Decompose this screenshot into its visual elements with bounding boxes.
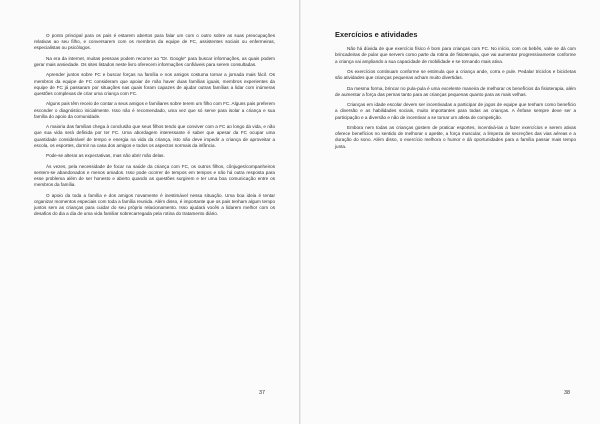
page-number: 37 [259,390,265,396]
paragraph: Da mesma forma, brincar no pula-pula é uma excelente maneira de melhorar os benefícios da fisioterapia, além de aumentar a força das pernas tanto para as crianças pequenas quanto para as mais velhas. [335,85,576,97]
paragraph: Às vezes, pela necessidade de focar na saúde da criança com FC, os outros filhos, cônjuges/companheiros sentem-se abandonados e menos amados. Isso pode ocorrer de tempos em tempos e não há outra resposta para esse problema além de ser honesto e aberto quando as questões surgirem e ter uma boa comunicação entre os membros da família. [34,163,275,188]
paragraph: O apoio da toda a família e dos amigos novamente é inestimável nessa situação. Uma boa ideia é tentar organizar momentos especiais com toda a família reunida. Além disso, é importante que os pais tenham algum tempo juntos sem as crianças para cuidar do seu próprio relacionamento. Isso ajudará vocês a lidarem melhor com os desafios do dia a dia de uma vida familiar sobrecarregada pela rotina do tratamento diário. [34,192,275,217]
paragraph: Não há dúvida de que exercício físico é bom para crianças com FC. No início, com os bebês, vale se dá com brincadeiras de pular que servem como parte da rotina de fisioterapia, que vai aumentar progressivamente conforme a criança vai ampliando a sua capacidade de mobilidade e se tornando mais ativa. [335,46,576,64]
paragraph: Na era da internet, muitas pessoas podem recorrer ao "Dr. Google" para buscar informações, as quais podem gerar mais ansiedade. Os sites listados neste livro oferecem informações confiáveis para serem consultadas. [34,55,275,67]
left-page-text [34,33,275,222]
paragraph: Os exercícios continuam conforme se estimula que a criança ande, corra e pule. Pedalar triciclos e bicicletas são atividades que crianças pequenas acham muito divertidas. [335,69,576,81]
paragraph: Pode-se alterar as expectativas, mas não abrir mão delas. [46,153,165,159]
paragraph: Crianças em idade escolar devem ser incentivadas a participar de jogos de equipe que tenham como benefício a diversão e as habilidades sociais, muito importantes para todas as crianças. A ênfase sempre deve ser a participação e a diversão e não de incentivar a se tornar um atleta de competição. [335,102,576,120]
paragraph: A maioria das famílias chega à conclusão que seus filhos tendo que conviver com a FC ao longo da vida, e não que sua vida será definida por ter FC. Uma abordagem interessante é saber que apesar da FC ocupar uma quantidade considerável de tempo e energia na vida da criança, isto não deve impedir a criança de aproveitar a escola, os esportes, dormir na casa dos amigos e todos os aspectos normais da infância. [34,124,275,148]
paragraph: Embora nem todas as crianças gostem de praticar esportes, incentivá-las a fazer exercícios e serem ativas oferece benefícios no sentido de melhorar o apetite, a força muscular, a limpeza de secreções das vias aéreas e a duração do sono. Além disso, o exercício melhora o humor e dá oportunidades para a família passar mais tempo junta. [335,124,576,149]
right-page [300,0,600,424]
section-heading: Exercícios e atividades [335,30,418,39]
paragraph: O ponto principal para os pais é estarem abertos para falar um com o outro sobre as suas preocupações relativas ao seu filho, e conversarem com os membros da equipe de FC, assistentes sociais ou enfermeiras, especialistas ou psicólogos. [34,33,275,51]
paragraph: Aprender juntos sobre FC e buscar forças na família e nos amigos costuma tornar a jornada mais fácil. Os membros da equipe de FC consideram que apoiar de mão haver duas famílias iguais, membros experientes da equipe de FC já passaram por situações nas quais foram capazes de ajudar outras famílias a lidar com inúmeras questões complexas de criar uma criança com FC. [34,72,275,96]
paragraph: Alguns pais têm receio de contar a seus amigos e familiares sobre terem um filho com FC. Alguns pais preferem esconder o diagnóstico inicialmente. Isso não é recomendado, uma vez que só serve para isolar a criança e sua família do apoio da comunidade. [34,101,275,119]
page-number: 38 [564,390,570,396]
right-page-text [335,32,576,154]
